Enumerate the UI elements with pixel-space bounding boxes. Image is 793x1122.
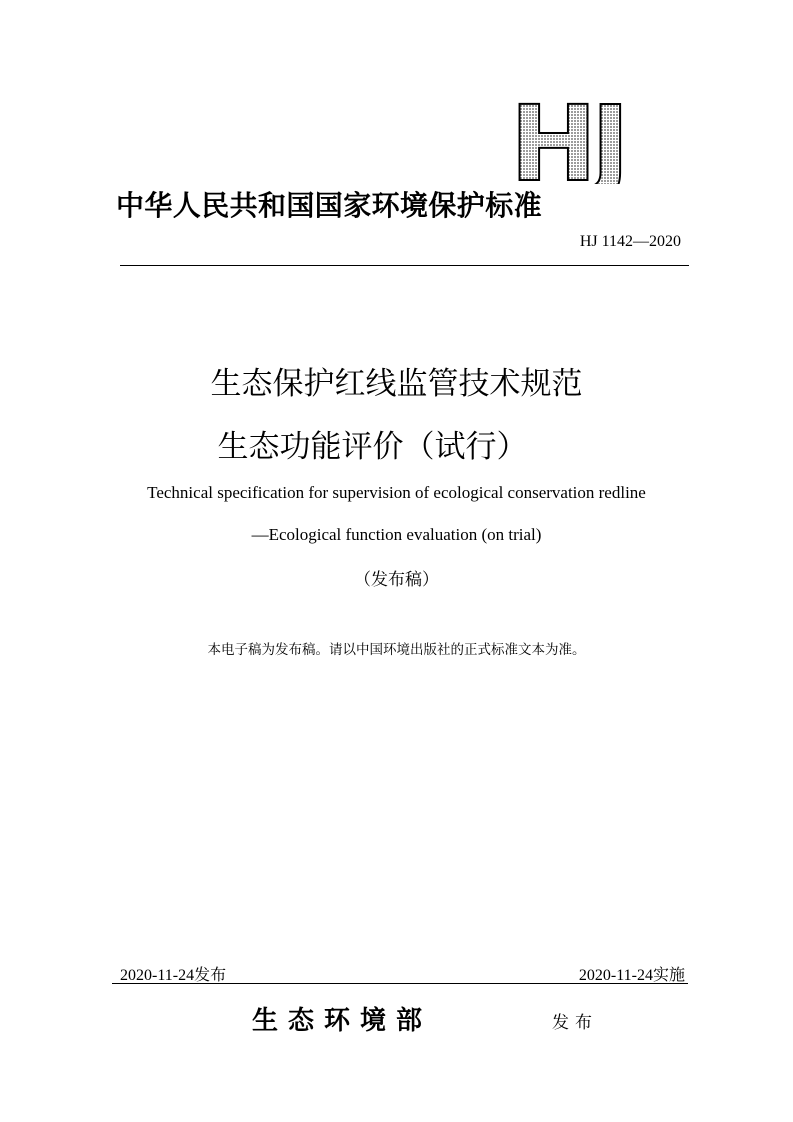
title-en-line1: Technical specification for supervision of ecological conservation redline — [147, 483, 646, 502]
title-zh-line2: 生态功能评价（试行） — [217, 429, 528, 465]
footer-divider — [112, 983, 688, 984]
publish-label: 发布 — [552, 1013, 598, 1033]
title-zh-line1: 生态保护红线监管技术规范 — [210, 366, 583, 402]
standard-number: HJ 1142—2020 — [579, 233, 681, 250]
publication-notice: 本电子稿为发布稿。请以中国环境出版社的正式标准文本为准。 — [207, 642, 586, 658]
header-divider — [120, 265, 689, 266]
svg-text:HJ: HJ — [510, 96, 624, 184]
implementation-date: 2020-11-24实施 — [578, 967, 685, 984]
hj-logo — [508, 96, 672, 184]
title-en-line2: —Ecological function evaluation (on trial) — [251, 525, 542, 544]
issuer-name: 生态环境部 — [252, 1006, 433, 1036]
issue-date: 2020-11-24发布 — [120, 967, 227, 984]
standard-type: 中华人民共和国国家环境保护标准 — [116, 189, 543, 222]
draft-mark: （发布稿） — [354, 570, 439, 590]
hj-logo-letters — [510, 96, 624, 184]
